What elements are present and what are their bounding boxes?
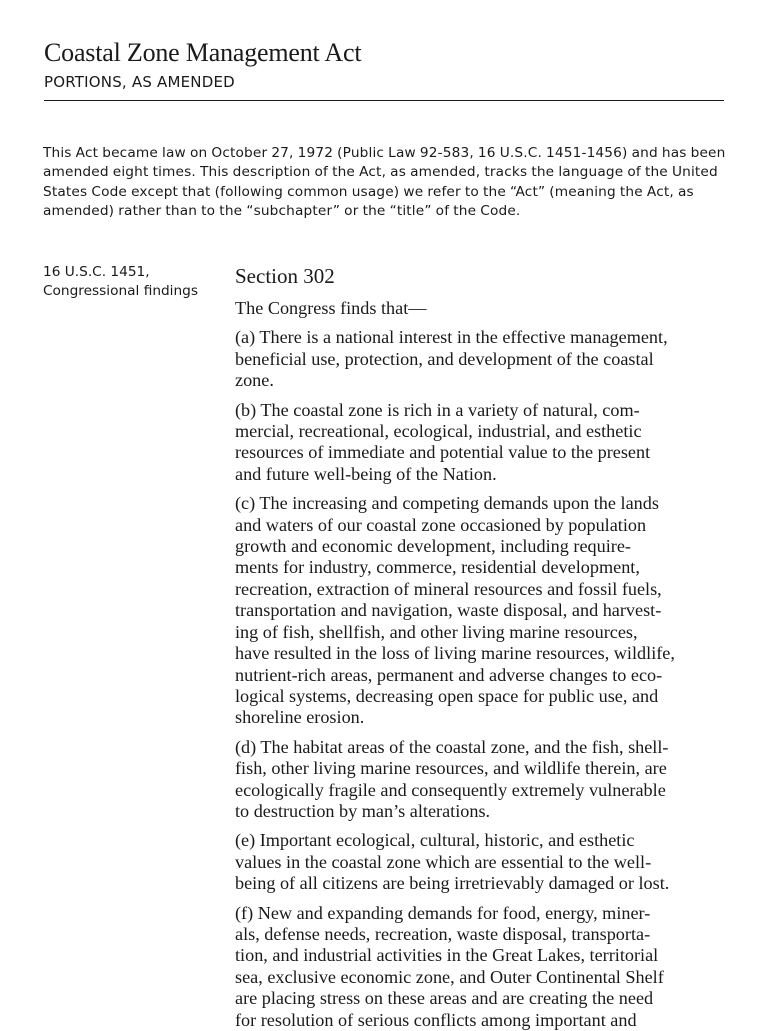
clause-line: have resulted in the loss of living marine resources, wildlife,: [235, 643, 675, 664]
clause-line: tion, and industrial activities in the Great Lakes, territorial: [235, 945, 659, 966]
clause-line: fish, other living marine resources, and wildlife therein, are: [235, 758, 667, 779]
clause-a: [235, 327, 718, 391]
clause-line: and waters of our coastal zone occasioned by population: [235, 514, 647, 535]
clause-line: shoreline erosion.: [235, 707, 365, 728]
clause-c: [235, 493, 718, 728]
clause-line: (c) The increasing and competing demands upon the lands: [235, 493, 659, 514]
clause-line: to destruction by man’s alterations.: [235, 800, 491, 821]
clause-line: (e) Important ecological, cultural, historic, and esthetic: [235, 830, 635, 851]
clause-line: sea, exclusive economic zone, and Outer Continental Shelf: [235, 966, 664, 987]
section-lead: The Congress finds that—: [235, 298, 427, 318]
clause-line: als, defense needs, recreation, waste disposal, transporta-: [235, 923, 651, 944]
clause-line: for resolution of serious conflicts among important and: [235, 1009, 637, 1030]
section-302: [235, 262, 718, 1031]
clause-line: (d) The habitat areas of the coastal zone, and the fish, shell-: [235, 736, 669, 757]
clause-list: [235, 327, 718, 1031]
clause-line: resources of immediate and potential value to the present: [235, 442, 651, 463]
document-subtitle: PORTIONS, AS AMENDED: [44, 73, 235, 91]
section-heading: Section 302: [235, 264, 335, 288]
clause-f: [235, 903, 718, 1031]
clause-line: beneficial use, protection, and development of the coastal: [235, 348, 654, 369]
margin-note-topic: Congressional findings: [43, 283, 198, 300]
clause-line: (b) The coastal zone is rich in a variety of natural, com-: [235, 399, 640, 420]
clause-line: (a) There is a national interest in the effective management,: [235, 327, 668, 348]
clause-line: growth and economic development, including require-: [235, 536, 631, 557]
document-title: Coastal Zone Management Act: [44, 38, 362, 67]
clause-e: [235, 830, 718, 894]
clause-line: transportation and navigation, waste disposal, and harvest-: [235, 600, 662, 621]
clause-line: being of all citizens are being irretrievably damaged or lost.: [235, 873, 670, 894]
clause-line: ing of fish, shellfish, and other living marine resources,: [235, 621, 638, 642]
intro-paragraph: This Act became law on October 27, 1972 (Public Law 92-583, 16 U.S.C. 1451-1456) and has been amended eight times. This description of the Act, as amended, tracks the language of the United States Code except that (following common usage) we refer to the “Act” (meaning the Act, as amended) rather than to the “subchapter” or the “title” of the Code.: [43, 145, 726, 220]
clause-line: recreation, extraction of mineral resources and fossil fuels,: [235, 578, 662, 599]
clause-line: zone.: [235, 370, 274, 391]
clause-line: ecologically fragile and consequently extremely vulnerable: [235, 779, 666, 800]
clause-line: (f) New and expanding demands for food, energy, miner-: [235, 902, 651, 923]
clause-line: logical systems, decreasing open space for public use, and: [235, 685, 659, 706]
title-divider: [44, 100, 724, 101]
clause-line: nutrient-rich areas, permanent and adverse changes to eco-: [235, 664, 663, 685]
clause-line: are placing stress on these areas and are creating the need: [235, 988, 654, 1009]
clause-line: values in the coastal zone which are essential to the well-: [235, 851, 652, 872]
clause-line: ments for industry, commerce, residential development,: [235, 557, 640, 578]
clause-d: [235, 737, 718, 823]
margin-note-citation: 16 U.S.C. 1451,: [43, 264, 150, 280]
clause-b: [235, 400, 718, 486]
clause-line: and future well-being of the Nation.: [235, 463, 497, 484]
margin-note: [43, 263, 228, 302]
clause-line: mercial, recreational, ecological, industrial, and esthetic: [235, 421, 642, 442]
